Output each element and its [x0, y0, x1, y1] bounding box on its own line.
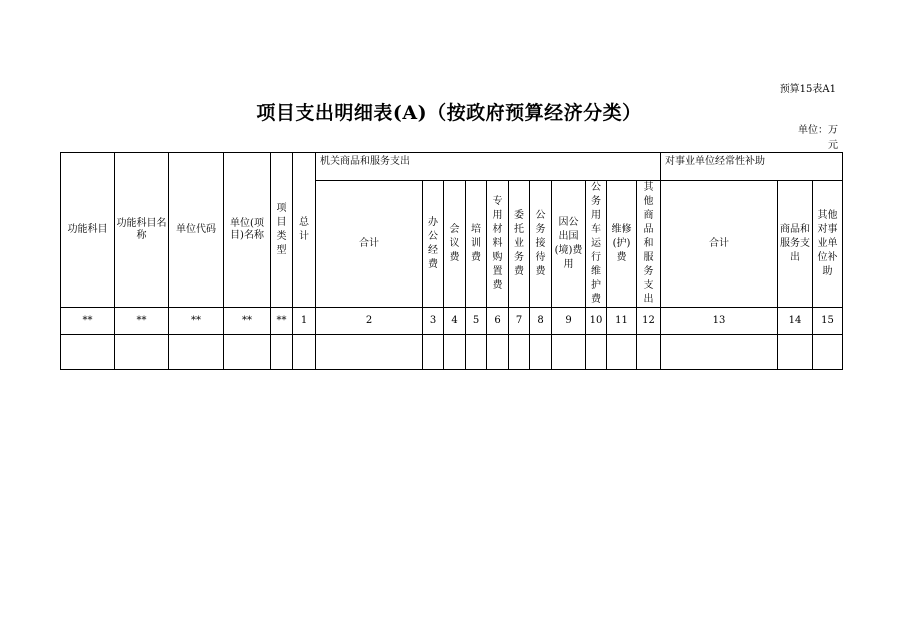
empty-cell[interactable] — [61, 335, 115, 370]
header-func-subject-name: 功能科目名称 — [115, 153, 169, 308]
header-meeting: 会议费 — [444, 181, 466, 308]
header-vehicle: 公务用车运行维护费 — [586, 181, 607, 308]
number-cell: 8 — [530, 308, 552, 335]
number-cell: 6 — [487, 308, 509, 335]
page-title: 项目支出明细表(A)（按政府预算经济分类） — [256, 102, 642, 124]
number-cell: 14 — [778, 308, 813, 335]
number-cell: ** — [115, 308, 169, 335]
number-cell: ** — [271, 308, 293, 335]
header-total: 总计 — [293, 153, 316, 308]
empty-cell[interactable] — [115, 335, 169, 370]
empty-cell[interactable] — [444, 335, 466, 370]
header-other-subsidy: 其他对事业单位补助 — [813, 181, 843, 308]
empty-cell[interactable] — [661, 335, 778, 370]
empty-cell[interactable] — [552, 335, 586, 370]
number-cell: 1 — [293, 308, 316, 335]
number-cell: 10 — [586, 308, 607, 335]
header-unit-name: 单位(项目)名称 — [224, 153, 271, 308]
form-code: 预算15表A1 — [779, 84, 836, 95]
empty-cell[interactable] — [169, 335, 224, 370]
number-cell: 9 — [552, 308, 586, 335]
header-unit-code: 单位代码 — [169, 153, 224, 308]
number-cell: 15 — [813, 308, 843, 335]
header-project-type: 项目类型 — [271, 153, 293, 308]
header-subtotal: 合计 — [316, 181, 423, 308]
empty-cell[interactable] — [530, 335, 552, 370]
expenditure-table — [60, 152, 843, 370]
header-training: 培训费 — [466, 181, 487, 308]
number-cell: 5 — [466, 308, 487, 335]
header-goods-services: 商品和服务支出 — [778, 181, 813, 308]
empty-cell[interactable] — [466, 335, 487, 370]
header-group-goods: 机关商品和服务支出 — [316, 153, 661, 181]
header-group-subsidy: 对事业单位经常性补助 — [661, 153, 843, 181]
empty-cell[interactable] — [316, 335, 423, 370]
empty-cell[interactable] — [813, 335, 843, 370]
header-subtotal2: 合计 — [661, 181, 778, 308]
header-special-material: 专用材料购置费 — [487, 181, 509, 308]
header-reception: 公务接待费 — [530, 181, 552, 308]
empty-cell[interactable] — [607, 335, 637, 370]
empty-cell[interactable] — [509, 335, 530, 370]
number-cell: 11 — [607, 308, 637, 335]
empty-cell[interactable] — [487, 335, 509, 370]
number-cell: 7 — [509, 308, 530, 335]
number-cell: 4 — [444, 308, 466, 335]
empty-cell[interactable] — [271, 335, 293, 370]
empty-cell[interactable] — [293, 335, 316, 370]
number-cell: ** — [61, 308, 115, 335]
number-cell: 3 — [423, 308, 444, 335]
empty-cell[interactable] — [586, 335, 607, 370]
number-cell: 2 — [316, 308, 423, 335]
header-office: 办公经费 — [423, 181, 444, 308]
empty-cell[interactable] — [423, 335, 444, 370]
number-cell: ** — [224, 308, 271, 335]
empty-cell[interactable] — [637, 335, 661, 370]
unit-label: 单位：万元 — [798, 125, 838, 151]
header-maintenance: 维修(护)费 — [607, 181, 637, 308]
empty-cell[interactable] — [224, 335, 271, 370]
number-cell: 12 — [637, 308, 661, 335]
number-cell: 13 — [661, 308, 778, 335]
empty-cell[interactable] — [778, 335, 813, 370]
empty-data-row — [61, 335, 843, 370]
number-row — [61, 308, 843, 335]
header-other-goods: 其他商品和服务支出 — [637, 181, 661, 308]
number-cell: ** — [169, 308, 224, 335]
header-overseas: 因公出国(境)费用 — [552, 181, 586, 308]
header-entrusted: 委托业务费 — [509, 181, 530, 308]
header-func-subject: 功能科目 — [61, 153, 115, 308]
